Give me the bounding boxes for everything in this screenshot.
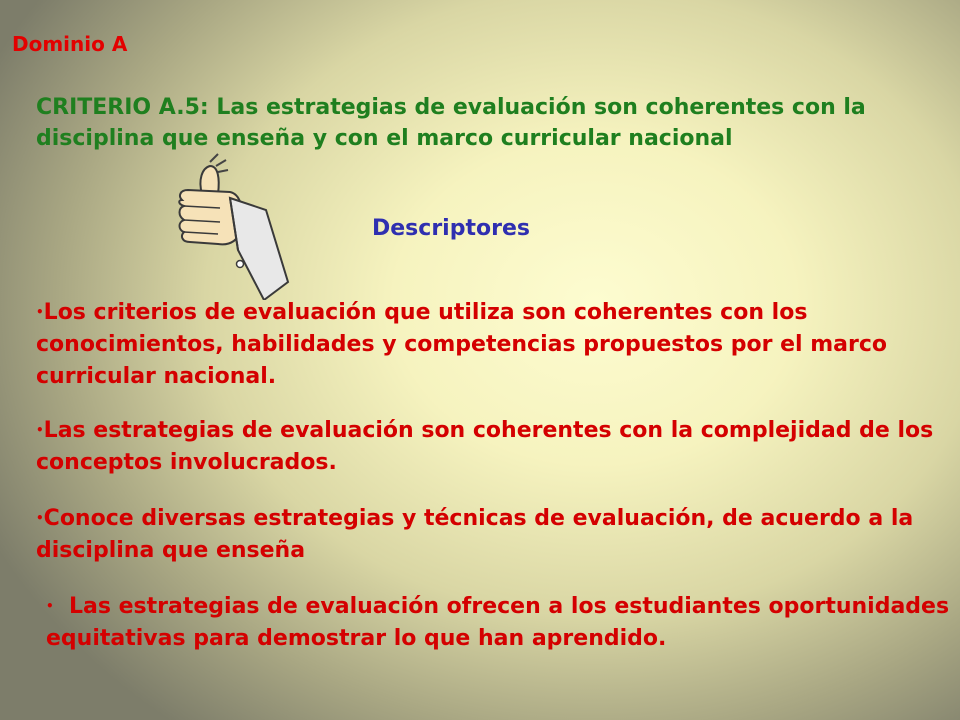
descriptor-item-3 [36,502,956,567]
domain-label: Dominio A [12,32,128,56]
descriptor-item-1 [36,296,956,393]
thumbs-up-icon [168,150,296,300]
descriptor-text: Las estrategias de evaluación ofrecen a los estudiantes oportunidades equitativas para demostrar lo que han aprendido. [46,594,950,651]
bullet-icon: • [46,599,54,613]
criterio-heading: CRITERIO A.5: Las estrategias de evaluación son coherentes con la disciplina que enseña y con el marco curricular nacional [36,95,866,151]
descriptor-item-4 [46,590,956,655]
descriptor-text: Las estrategias de evaluación son coherentes con la complejidad de los conceptos involucrados. [36,418,934,475]
descriptor-item-2 [36,414,956,479]
descriptor-text: Conoce diversas estrategias y técnicas de evaluación, de acuerdo a la disciplina que enseña [36,506,914,563]
bullet-icon: • [36,423,44,437]
descriptores-title: Descriptores [372,216,530,241]
descriptor-text: Los criterios de evaluación que utiliza son coherentes con los conocimientos, habilidades y competencias propuestos por el marco curricular nacional. [36,300,888,389]
bullet-icon: • [36,305,44,319]
bullet-icon: • [36,511,44,525]
